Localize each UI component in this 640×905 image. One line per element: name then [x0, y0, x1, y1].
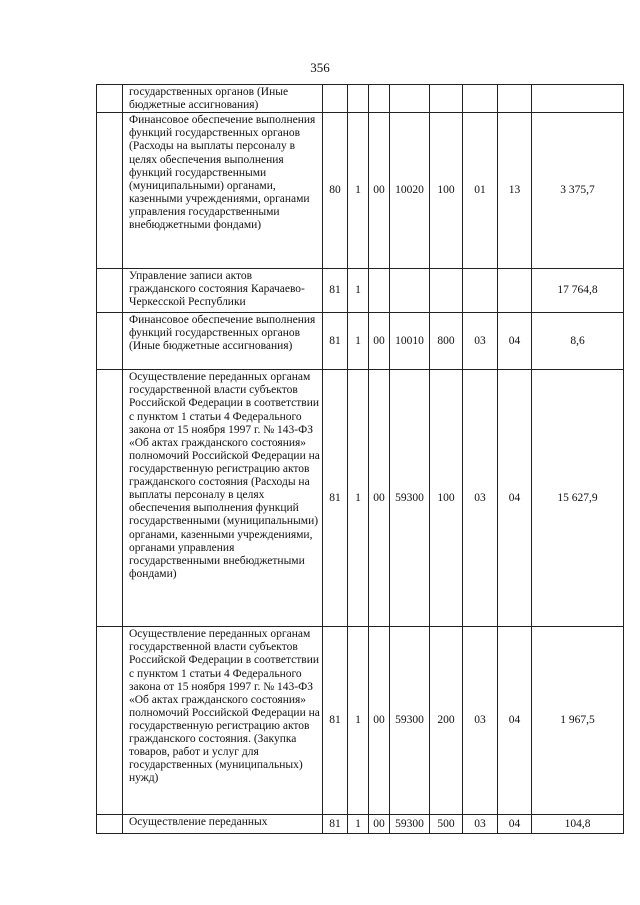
table-row: [97, 815, 624, 834]
row-name: Управление записи актов гражданского состояния Карачаево-Черкесской Республики: [123, 269, 323, 313]
code1-cell: 00: [369, 313, 390, 370]
code2-cell: [390, 85, 430, 113]
code2-cell: 59300: [390, 370, 430, 627]
vr-cell: 100: [430, 113, 463, 269]
rz-cell: [463, 85, 498, 113]
table-row: [97, 370, 624, 627]
rz-cell: 03: [463, 627, 498, 815]
row-name: государственных органов (Иные бюджетные ассигнования): [123, 85, 323, 113]
amount-cell: 17 764,8: [532, 269, 624, 313]
vr-cell: [430, 85, 463, 113]
row-name: Осуществление переданных: [123, 815, 323, 834]
pr-cell: [498, 85, 532, 113]
razdel-cell: 1: [348, 815, 369, 834]
amount-cell: 15 627,9: [532, 370, 624, 627]
code1-cell: 00: [369, 627, 390, 815]
table-row: [97, 85, 624, 113]
lead-cell: [97, 370, 123, 627]
pr-cell: 04: [498, 370, 532, 627]
row-name: Осуществление переданных органам государственной власти субъектов Российской Федерации в соответствии с пунктом 1 статьи 4 Федерального закона от 15 ноября 1997 г. № 143-ФЗ «Об актах гражданского состояния» полномочий Российской Федерации на государственную регистрацию актов гражданского состояния (Расходы на выплаты персоналу в целях обеспечения выполнения функций государственными (муниципальными) органами, казенными учреждениями, органами управления государственными внебюджетными фондами): [123, 370, 323, 627]
code2-cell: 10020: [390, 113, 430, 269]
rz-cell: 03: [463, 815, 498, 834]
amount-cell: [532, 85, 624, 113]
pr-cell: 13: [498, 113, 532, 269]
lead-cell: [97, 627, 123, 815]
ved-cell: 81: [323, 627, 348, 815]
razdel-cell: 1: [348, 627, 369, 815]
ved-cell: 81: [323, 313, 348, 370]
code2-cell: 59300: [390, 815, 430, 834]
rz-cell: 01: [463, 113, 498, 269]
amount-cell: 3 375,7: [532, 113, 624, 269]
vr-cell: 800: [430, 313, 463, 370]
ved-cell: 81: [323, 370, 348, 627]
pr-cell: 04: [498, 313, 532, 370]
amount-cell: 104,8: [532, 815, 624, 834]
row-name: Осуществление переданных органам государственной власти субъектов Российской Федерации в соответствии с пунктом 1 статьи 4 Федерального закона от 15 ноября 1997 г. № 143-ФЗ «Об актах гражданского состояния» полномочий Российской Федерации на государственную регистрацию актов гражданского состояния. (Закупка товаров, работ и услуг для государственных (муниципальных) нужд): [123, 627, 323, 815]
ved-cell: 81: [323, 815, 348, 834]
lead-cell: [97, 85, 123, 113]
lead-cell: [97, 815, 123, 834]
vr-cell: [430, 269, 463, 313]
code1-cell: [369, 269, 390, 313]
code1-cell: [369, 85, 390, 113]
code2-cell: 59300: [390, 627, 430, 815]
razdel-cell: [348, 85, 369, 113]
lead-cell: [97, 269, 123, 313]
razdel-cell: 1: [348, 269, 369, 313]
ved-cell: 81: [323, 269, 348, 313]
table-row: [97, 269, 624, 313]
ved-cell: [323, 85, 348, 113]
pr-cell: 04: [498, 627, 532, 815]
code2-cell: [390, 269, 430, 313]
rz-cell: 03: [463, 370, 498, 627]
razdel-cell: 1: [348, 113, 369, 269]
lead-cell: [97, 113, 123, 269]
razdel-cell: 1: [348, 370, 369, 627]
rz-cell: 03: [463, 313, 498, 370]
code1-cell: 00: [369, 113, 390, 269]
ved-cell: 80: [323, 113, 348, 269]
pr-cell: [498, 269, 532, 313]
budget-table: [96, 84, 624, 834]
page-number: 356: [310, 60, 330, 75]
amount-cell: 8,6: [532, 313, 624, 370]
table-row: [97, 627, 624, 815]
row-name: Финансовое обеспечение выполнения функций государственных органов (Расходы на выплаты персоналу в целях обеспечения выполнения функций государственными (муниципальными) органами, казенными учреждениями, органами управления государственными внебюджетными фондами): [123, 113, 323, 269]
vr-cell: 200: [430, 627, 463, 815]
code1-cell: 00: [369, 370, 390, 627]
code1-cell: 00: [369, 815, 390, 834]
pr-cell: 04: [498, 815, 532, 834]
vr-cell: 100: [430, 370, 463, 627]
code2-cell: 10010: [390, 313, 430, 370]
table-row: [97, 113, 624, 269]
razdel-cell: 1: [348, 313, 369, 370]
amount-cell: 1 967,5: [532, 627, 624, 815]
lead-cell: [97, 313, 123, 370]
table-row: [97, 313, 624, 370]
rz-cell: [463, 269, 498, 313]
vr-cell: 500: [430, 815, 463, 834]
row-name: Финансовое обеспечение выполнения функций государственных органов (Иные бюджетные ассигнования): [123, 313, 323, 370]
